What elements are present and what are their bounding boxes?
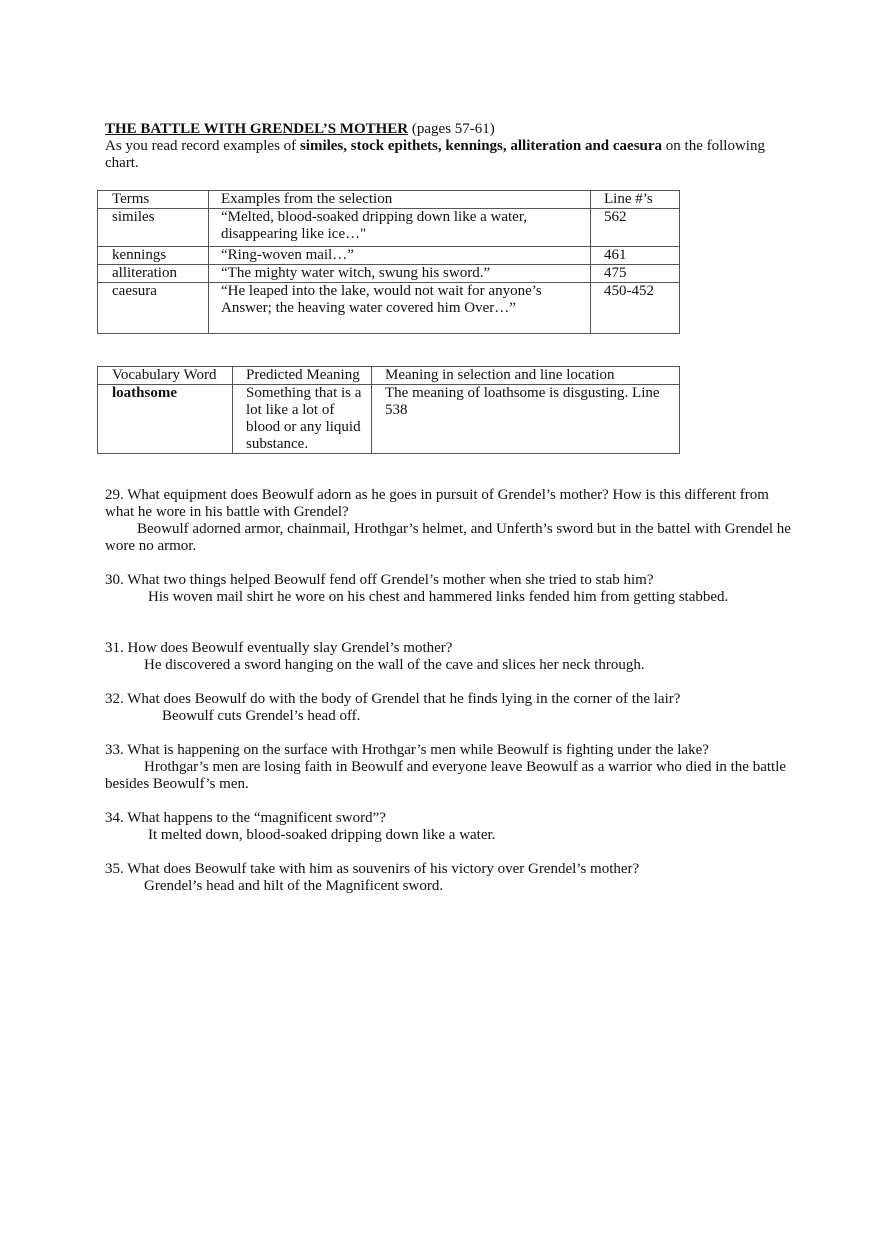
question-text: 34. What happens to the “magnificent sword”? (105, 810, 386, 826)
page-range: (pages 57-61) (408, 121, 495, 137)
question-text: 35. What does Beowulf take with him as souvenirs of his victory over Grendel’s mother? (105, 861, 640, 877)
answer-text: Hrothgar’s men are losing faith in Beowulf and everyone leave Beowulf as a warrior who died in the battle besides Beowulf’s men. (105, 759, 787, 792)
answer-text: Beowulf cuts Grendel’s head off. (162, 708, 361, 724)
intro-text-start: As you read record examples of (105, 138, 300, 154)
header-examples: Examples from the selection (209, 191, 591, 209)
question-text: 31. How does Beowulf eventually slay Grendel’s mother? (105, 640, 453, 656)
term-cell: alliteration (98, 265, 209, 283)
header-meaning-in-selection: Meaning in selection and line location (372, 367, 680, 385)
table-row (98, 385, 680, 454)
vocabulary-word: loathsome (98, 385, 233, 454)
table-header-row (98, 191, 680, 209)
question-31 (105, 640, 795, 674)
answer-text: Grendel’s head and hilt of the Magnificent sword. (144, 878, 444, 894)
header-vocabulary-word: Vocabulary Word (98, 367, 233, 385)
question-34 (105, 810, 795, 844)
table-header-row (98, 367, 680, 385)
vocabulary-table (97, 366, 680, 454)
question-32 (105, 691, 795, 725)
worksheet-heading (105, 121, 795, 172)
meaning-in-selection: The meaning of loathsome is disgusting. Line 538 (372, 385, 680, 454)
line-cell: 450-452 (591, 283, 680, 334)
question-text: 33. What is happening on the surface with Hrothgar’s men while Beowulf is fighting under the lake? (105, 742, 709, 758)
question-29 (105, 487, 795, 555)
table-row (98, 265, 680, 283)
predicted-meaning: Something that is a lot like a lot of blood or any liquid substance. (233, 385, 372, 454)
question-text: 29. What equipment does Beowulf adorn as he goes in pursuit of Grendel’s mother? How is this different from what he wore in his battle with Grendel? (105, 487, 769, 520)
answer-text: His woven mail shirt he wore on his chest and hammered links fended him from getting stabbed. (148, 589, 729, 605)
table-row (98, 247, 680, 265)
line-cell: 562 (591, 209, 680, 247)
question-text: 32. What does Beowulf do with the body of Grendel that he finds lying in the corner of the lair? (105, 691, 681, 707)
worksheet-title: THE BATTLE WITH GRENDEL’S MOTHER (105, 121, 409, 137)
intro-text-end: on the following chart. (105, 138, 765, 171)
table-row (98, 209, 680, 247)
literary-terms-table (97, 190, 680, 334)
example-cell: “The mighty water witch, swung his sword.” (209, 265, 591, 283)
header-terms: Terms (98, 191, 209, 209)
question-30 (105, 572, 795, 606)
term-cell: caesura (98, 283, 209, 334)
question-text: 30. What two things helped Beowulf fend off Grendel’s mother when she tried to stab him? (105, 572, 654, 588)
answer-text: It melted down, blood-soaked dripping down like a water. (148, 827, 496, 843)
example-cell: “He leaped into the lake, would not wait for anyone’s Answer; the heaving water covered him Over…” (209, 283, 591, 334)
intro-terms: similes, stock epithets, kennings, alliteration and caesura (299, 138, 663, 154)
question-35 (105, 861, 795, 895)
question-33 (105, 742, 795, 793)
example-cell: “Ring-woven mail…” (209, 247, 591, 265)
term-cell: kennings (98, 247, 209, 265)
term-cell: similes (98, 209, 209, 247)
header-line-numbers: Line #’s (591, 191, 680, 209)
example-cell: “Melted, blood-soaked dripping down like a water, disappearing like ice…" (209, 209, 591, 247)
table-row (98, 283, 680, 334)
header-predicted-meaning: Predicted Meaning (233, 367, 372, 385)
line-cell: 461 (591, 247, 680, 265)
answer-text: He discovered a sword hanging on the wall of the cave and slices her neck through. (144, 657, 645, 673)
line-cell: 475 (591, 265, 680, 283)
answer-text: Beowulf adorned armor, chainmail, Hrothgar’s helmet, and Unferth’s sword but in the battel with Grendel he wore no armor. (105, 521, 791, 554)
